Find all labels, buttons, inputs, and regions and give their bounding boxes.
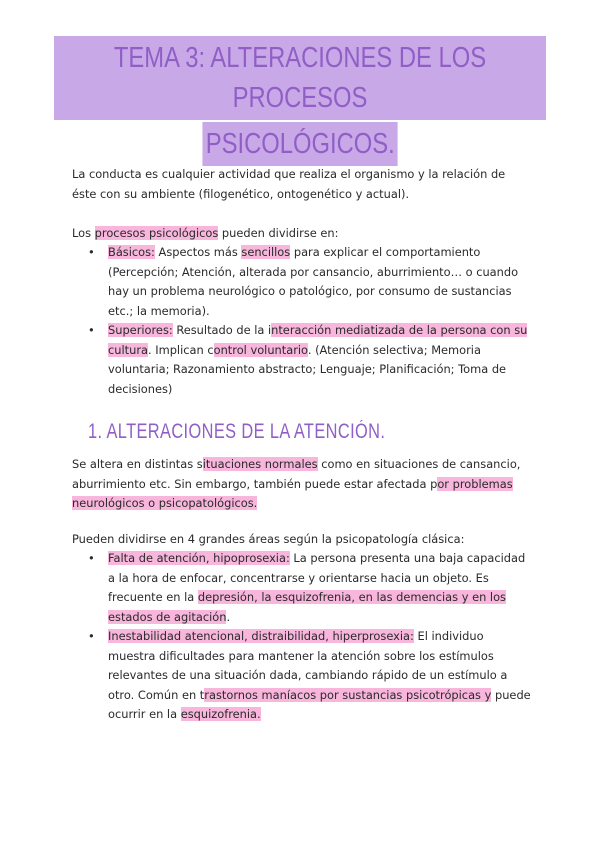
procesos-intro: Los procesos psicológicos pueden dividirse en: (72, 226, 339, 240)
intro-paragraph: La conducta es cualquier actividad que realiza el organismo y la relación de éste con su ambiente (filogenético, ontogenético y actual). (72, 167, 506, 201)
list-item: • Inestabilidad atencional, distraibilidad, hiperprosexia: El individuo muestra dificultades para mantener la atención sobre los estímulos relevantes de una situación dada, cambiando rápido de un estímulo a otro. Común en trastornos maníacos por sustancias psicotrópicas y puede ocurrir en la esquizofrenia. (88, 629, 531, 721)
procesos-list (72, 243, 532, 399)
bullet-icon: • (88, 551, 95, 565)
atencion-paragraph: Se altera en distintas situaciones normales como en situaciones de cansancio, aburrimiento etc. Sin embargo, también puede estar afectada por problemas neurológicos o psicopatológicos. (72, 457, 521, 510)
atencion-list (72, 549, 532, 725)
list-item: • Falta de atención, hipoprosexia: La persona presenta una baja capacidad a la hora de enfocar, concentrarse y orientarse hacia un objeto. Es frecuente en la depresión, la esquizofrenia, en las demencias y en los estados de agitación. (88, 551, 526, 624)
bullet-icon: • (88, 323, 95, 337)
page-title (0, 36, 600, 166)
areas-intro: Pueden dividirse en 4 grandes áreas según la psicopatología clásica: (72, 532, 465, 546)
title-line-2: PSICOLÓGICOS. (202, 122, 398, 166)
list-item: • Básicos: Aspectos más sencillos para explicar el comportamiento (Percepción; Atención, alterada por cansancio, aburrimiento… o cuando hay un problema neurológico o patológico, por consumo de sustancias etc.; la memoria). (88, 245, 519, 318)
bullet-icon: • (88, 245, 95, 259)
list-item: • Superiores: Resultado de la interacción mediatizada de la persona con su cultura. Implican control voluntario. (Atención selectiva; Memoria voluntaria; Razonamiento abstracto; Lenguaje; Planificación; Toma de decisiones) (88, 323, 528, 396)
bullet-icon: • (88, 629, 95, 643)
section-heading: 1. ALTERACIONES DE LA ATENCIÓN. (88, 420, 386, 443)
title-line-1: TEMA 3: ALTERACIONES DE LOS PROCESOS (54, 36, 546, 120)
